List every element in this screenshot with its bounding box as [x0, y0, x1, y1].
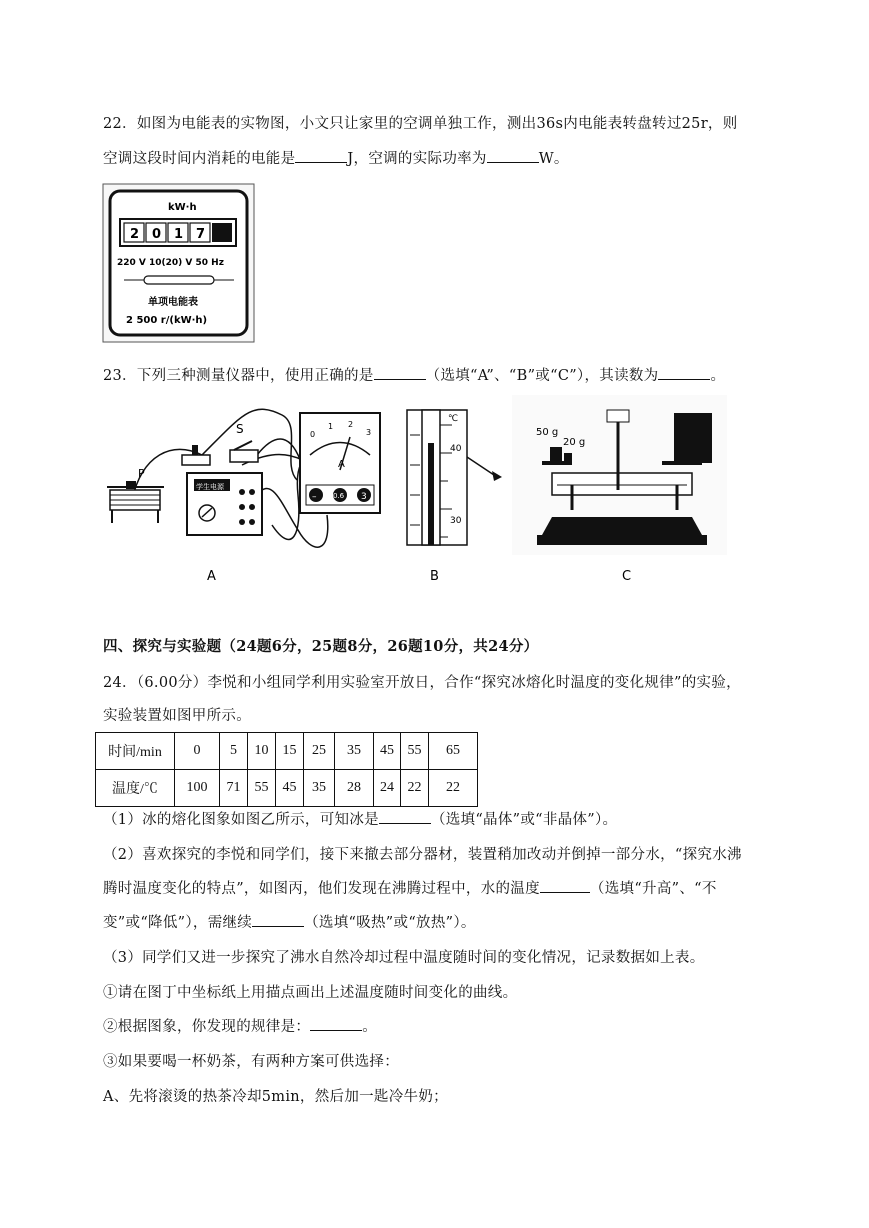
- thermo-30: 30: [450, 516, 462, 526]
- thermometer: [407, 410, 467, 545]
- ammeter-letter: A: [338, 459, 345, 470]
- meter-unit: kW·h: [168, 202, 197, 213]
- answer-blank-temp-change[interactable]: [540, 878, 590, 893]
- q24-part2-line1: （2）喜欢探究的李悦和同学们，接下来撤去部分器材，装置稍加改动并倒掉一部分水，“探究水沸: [103, 847, 742, 863]
- meter-name: 单项电能表: [148, 297, 198, 308]
- table-header-time: 时间/min: [96, 733, 175, 770]
- label-s: S: [236, 422, 244, 436]
- instruments-figure: [102, 395, 727, 587]
- answer-blank-crystal[interactable]: [379, 809, 431, 824]
- q24-part1: [103, 808, 617, 829]
- q24-part1-b: （选填“晶体”或“非晶体”）。: [430, 812, 618, 828]
- q24-option-a: A、先将滚烫的热茶冷却5min，然后加一匙冷牛奶；: [103, 1089, 448, 1105]
- meter-constant: 2 500 r/(kW·h): [126, 315, 208, 326]
- label-a: A: [207, 569, 216, 584]
- q23-line: [103, 364, 725, 385]
- q23-text-a: 23．下列三种测量仪器中，使用正确的是: [103, 368, 374, 384]
- table-cell: 10: [248, 733, 276, 770]
- q24-part1-a: （1）冰的熔化图象如图乙所示，可知冰是: [103, 812, 379, 828]
- weight-20g: 20 g: [563, 437, 586, 448]
- temperature-table: [95, 732, 478, 807]
- table-row: [96, 733, 478, 770]
- answer-blank-heat[interactable]: [252, 912, 304, 927]
- scale-1: 1: [328, 422, 334, 431]
- table-cell: 55: [248, 770, 276, 807]
- table-cell: 28: [335, 770, 374, 807]
- section-heading: 四、探究与实验题（24题6分，25题8分，26题10分，共24分）: [103, 638, 539, 655]
- terminal-neg: –: [312, 492, 317, 502]
- answer-blank-energy[interactable]: [295, 148, 347, 163]
- label-p: P: [138, 467, 145, 480]
- table-cell: 65: [429, 733, 478, 770]
- table-cell: 24: [374, 770, 401, 807]
- power-supply: [187, 473, 262, 535]
- q24-part3: （3）同学们又进一步探究了沸水自然冷却过程中温度随时间的变化情况，记录数据如上表。: [103, 950, 705, 966]
- q22-line2-b: J，空调的实际功率为: [347, 151, 487, 167]
- q24-line2: 实验装置如图甲所示。: [103, 708, 251, 724]
- q23-text-b: （选填“A”、“B”或“C”），其读数为: [425, 368, 659, 384]
- table-cell: 5: [220, 733, 248, 770]
- table-cell: 45: [276, 770, 304, 807]
- q22-line2-c: W。: [538, 151, 569, 167]
- thermo-unit: ℃: [448, 414, 459, 424]
- q23-text-c: 。: [710, 368, 726, 384]
- table-cell: 25: [304, 733, 335, 770]
- q24-step3: ③如果要喝一杯奶茶，有两种方案可供选择：: [103, 1054, 399, 1070]
- table-cell: 100: [175, 770, 220, 807]
- scale-0: 0: [310, 430, 316, 439]
- table-cell: 45: [374, 733, 401, 770]
- q24-part2-l3-a: 变”或“降低”），需继续: [103, 915, 253, 931]
- balance-object: [674, 413, 712, 463]
- terminal-06: 0.6: [333, 492, 345, 500]
- q22-line1: 22．如图为电能表的实物图，小文只让家里的空调单独工作，测出36s内电能表转盘转过25r，则: [103, 116, 738, 132]
- q24-part2-l2-a: 腾时温度变化的特点”，如图丙，他们发现在沸腾过程中，水的温度: [103, 881, 540, 897]
- answer-blank-reading[interactable]: [658, 365, 710, 380]
- table-cell: 22: [429, 770, 478, 807]
- switch-base-left: [182, 455, 210, 465]
- table-row: [96, 770, 478, 807]
- table-header-temp: 温度/℃: [96, 770, 175, 807]
- q24-part2-line3: [103, 911, 476, 932]
- q24-step1: ①请在图丁中坐标纸上用描点画出上述温度随时间变化的曲线。: [103, 985, 518, 1001]
- q24-step2: [103, 1015, 377, 1036]
- balance: [512, 395, 727, 555]
- meter-digit: 7: [196, 227, 206, 242]
- label-b: B: [430, 569, 439, 584]
- label-c: C: [622, 569, 632, 584]
- ammeter: [300, 413, 380, 513]
- table-cell: 35: [304, 770, 335, 807]
- q24-step2-b: 。: [362, 1019, 378, 1035]
- meter-digit: 0: [152, 227, 162, 242]
- answer-blank-power[interactable]: [487, 148, 539, 163]
- switch-s: [230, 450, 258, 462]
- q24-part2-l3-b: （选填“吸热”或“放热”）。: [304, 915, 476, 931]
- q24-part2-line2: [103, 877, 717, 898]
- table-cell: 22: [401, 770, 429, 807]
- table-cell: 71: [220, 770, 248, 807]
- weight-50g: 50 g: [536, 427, 559, 438]
- scale-2: 2: [348, 420, 354, 429]
- table-cell: 35: [335, 733, 374, 770]
- table-cell: 55: [401, 733, 429, 770]
- q22-line2: [103, 147, 569, 168]
- q24-step2-a: ②根据图象，你发现的规律是：: [103, 1019, 311, 1035]
- meter-disc-window: [144, 276, 214, 284]
- q24-line1: 24．（6.00分）李悦和小组同学利用实验室开放日，合作“探究冰熔化时温度的变化规律”的实验，: [103, 675, 741, 691]
- meter-rating: 220 V 10(20) V 50 Hz: [117, 258, 224, 268]
- table-cell: 15: [276, 733, 304, 770]
- table-cell: 0: [175, 733, 220, 770]
- meter-digit: 1: [174, 227, 184, 242]
- answer-blank-correct[interactable]: [374, 365, 426, 380]
- meter-last-digit: [212, 223, 232, 242]
- scale-3: 3: [366, 428, 372, 437]
- terminal-3: 3: [361, 492, 367, 502]
- energy-meter-figure: [102, 183, 255, 343]
- q24-part2-l2-b: （选填“升高”、“不: [589, 881, 717, 897]
- supply-label: 学生电源: [196, 483, 224, 491]
- meter-digit: 2: [130, 227, 140, 242]
- q22-line2-a: 空调这段时间内消耗的电能是: [103, 151, 296, 167]
- thermo-40: 40: [450, 444, 462, 454]
- answer-blank-rule[interactable]: [310, 1016, 362, 1031]
